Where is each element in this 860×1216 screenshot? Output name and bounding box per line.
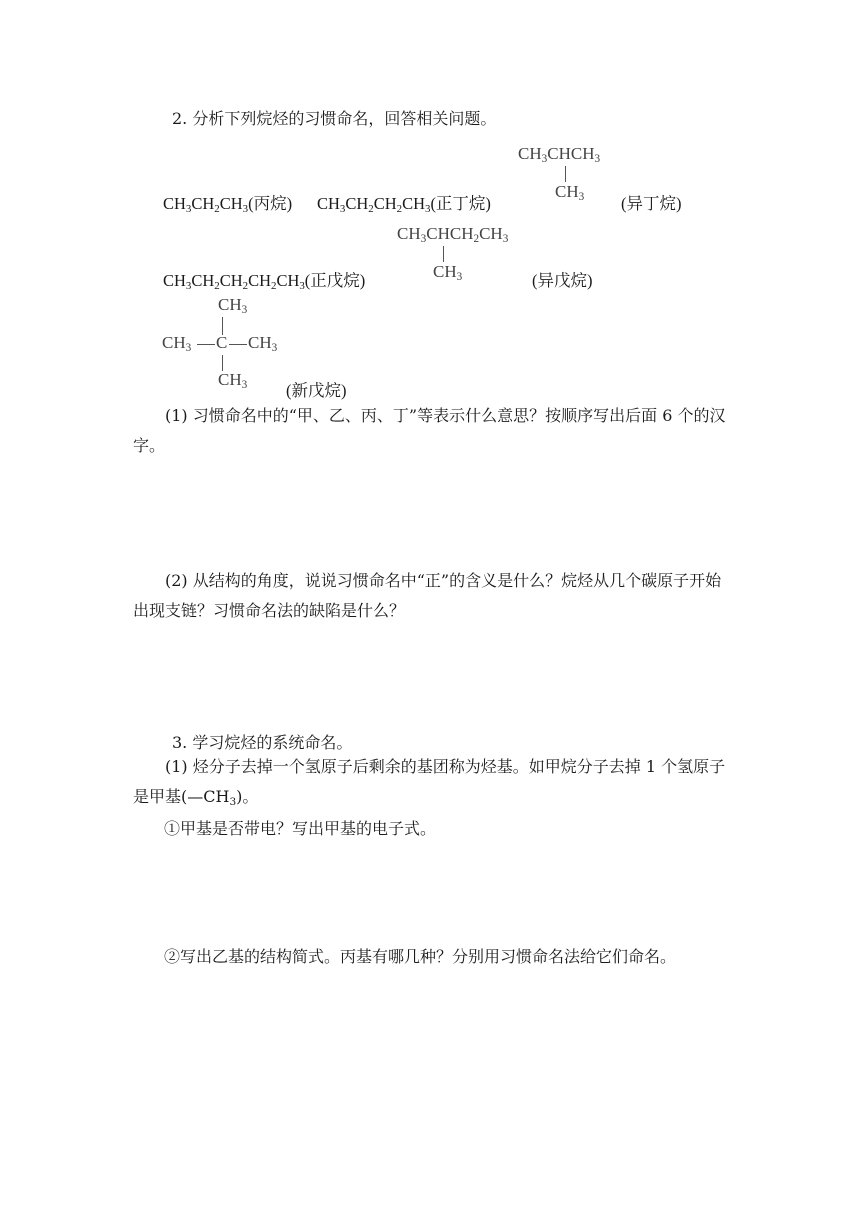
- name-isobutane: (异丁烷): [621, 194, 682, 213]
- name-isopentane: (异戊烷): [532, 271, 593, 290]
- neopentane-center: C: [216, 333, 228, 352]
- isopentane-branch: $CH_3$: [433, 262, 463, 284]
- formula-n-pentane: $CH_3CH_2CH_2CH_2CH_3$(正戊烷): [163, 271, 366, 293]
- q2-heading: 2. 分析下列烷烃的习惯命名，回答相关问题。: [172, 109, 497, 128]
- q2-sub2: (2) 从结构的角度，说说习惯命名中“正”的含义是什么？烷烃从几个碳原子开始出现支链？习惯命名法的缺陷是什么？: [133, 571, 722, 620]
- q3-sub1: (1) 烃分子去掉一个氢原子后剩余的基团称为烃基。如甲烷分子去掉 1 个氢原子是甲基$(—CH_3)$。: [133, 757, 726, 808]
- neopentane-top: $CH_3$: [218, 295, 248, 317]
- q3-heading: 3. 学习烷烃的系统命名。: [172, 733, 353, 752]
- q2-sub1: (1) 习惯命名中的“甲、乙、丙、丁”等表示什么意思？按顺序写出后面 6 个的汉字。: [133, 406, 726, 455]
- neopentane-left: $CH_3$: [162, 333, 192, 355]
- formula-n-butane: $CH_3CH_2CH_2CH_3$(正丁烷): [317, 194, 491, 216]
- isobutane-bond: [565, 166, 566, 182]
- q3-item1: ①甲基是否带电？写出甲基的电子式。: [164, 819, 437, 838]
- isopentane-main-chain: $CH_3CHCH_2CH_3$: [397, 224, 509, 246]
- neopentane-bond-left: [197, 344, 215, 345]
- formula-propane: $CH_3CH_2CH_3$(丙烷): [163, 194, 293, 216]
- isobutane-main-chain: $CH_3CHCH_3$: [518, 144, 601, 166]
- name-neopentane: (新戊烷): [286, 381, 347, 400]
- neopentane-bottom: $CH_3$: [218, 370, 248, 392]
- neopentane-bond-bottom: [222, 355, 223, 371]
- isobutane-branch: $CH_3$: [555, 182, 585, 204]
- name-n-butane: (正丁烷): [430, 194, 491, 213]
- neopentane-right: $CH_3$: [248, 333, 278, 355]
- name-n-pentane: (正戊烷): [304, 271, 366, 290]
- name-propane: (丙烷): [248, 194, 293, 213]
- neopentane-bond-right: [229, 344, 247, 345]
- q3-item2: ②写出乙基的结构简式。丙基有哪几种？分别用习惯命名法给它们命名。: [164, 947, 677, 966]
- isopentane-bond: [443, 246, 444, 262]
